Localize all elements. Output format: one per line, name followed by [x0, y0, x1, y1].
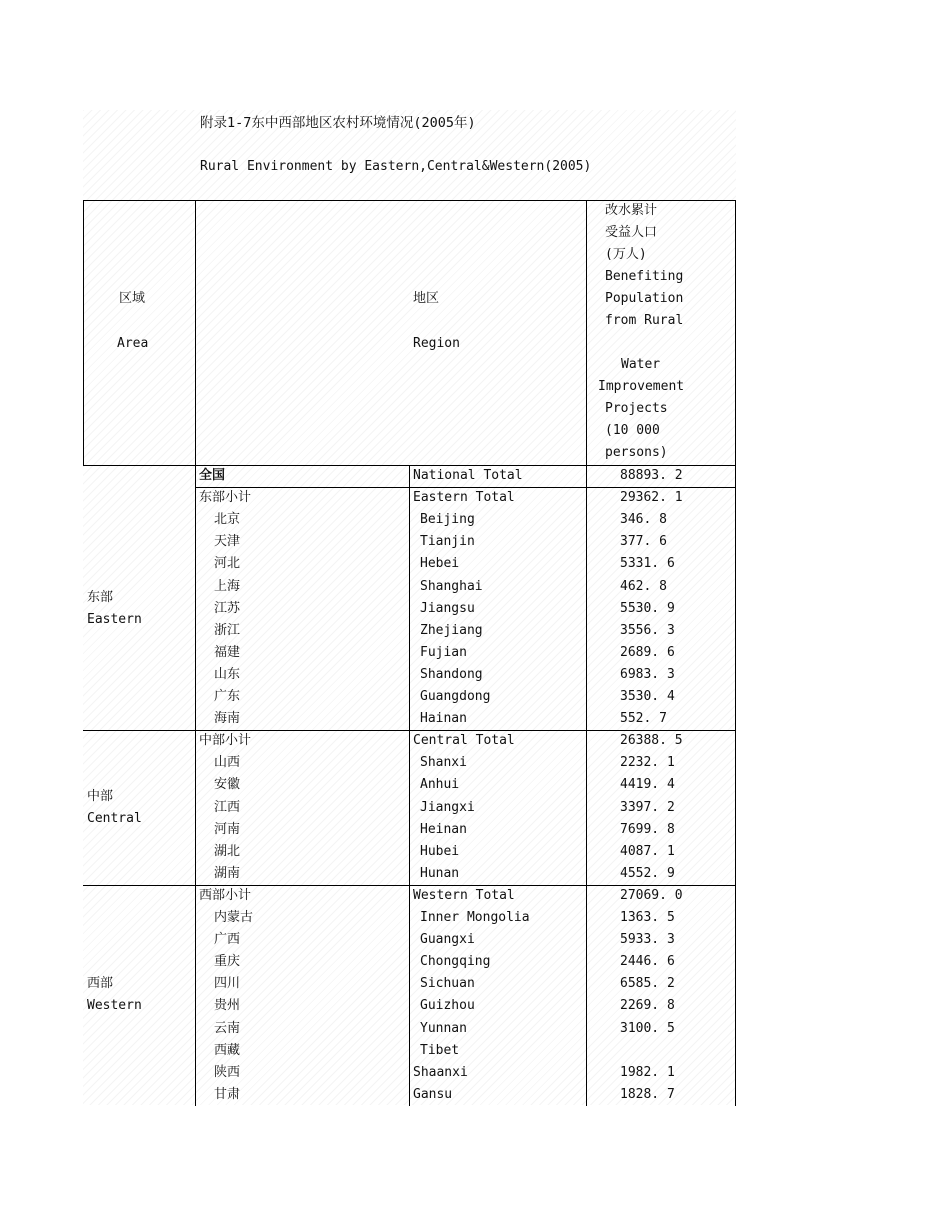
region-value: 1363. 5	[620, 910, 675, 925]
region-value: 3397. 2	[620, 799, 675, 815]
region-name-en: Guangxi	[420, 932, 475, 948]
subtotal-label-en: Central Total	[413, 733, 515, 749]
region-value: 6585. 2	[620, 976, 675, 992]
region-name-cn: 山东	[214, 666, 241, 682]
value-column-border	[586, 200, 587, 1106]
area-label-cn: 东部	[87, 589, 114, 605]
region-name-en: Yunnan	[420, 1020, 467, 1036]
right-border	[735, 200, 736, 1106]
region-value: 6983. 3	[620, 666, 675, 682]
national-label-en: National Total	[413, 468, 523, 483]
region-name-cn: 重庆	[214, 954, 241, 970]
area-column-border	[195, 200, 196, 1106]
region-value: 3556. 3	[620, 622, 675, 638]
region-value: 3100. 5	[620, 1020, 675, 1036]
title-english: Rural Environment by Eastern,Central&Western(2005)	[200, 159, 592, 174]
area-label-en: Western	[87, 998, 142, 1014]
region-value: 462. 8	[620, 578, 667, 594]
header-value-line: Population	[605, 291, 684, 306]
region-name-cn: 江苏	[214, 600, 241, 616]
region-name-en: Tianjin	[420, 534, 475, 550]
header-value-line: (万人)	[605, 247, 647, 262]
region-value: 5530. 9	[620, 600, 675, 616]
region-name-en: Shanxi	[420, 755, 467, 771]
region-name-cn: 四川	[214, 976, 241, 992]
region-name-cn: 江西	[214, 799, 241, 815]
header-value-line: persons)	[605, 445, 668, 460]
area-label-en: Eastern	[87, 611, 142, 627]
header-value-line: 受益人口	[605, 225, 658, 240]
header-value-line: (10 000	[605, 423, 660, 438]
region-name-en: Hubei	[420, 843, 460, 859]
header-value-line: 改水累计	[605, 203, 658, 218]
region-name-en: Hunan	[420, 865, 460, 881]
region-value: 5933. 3	[620, 932, 675, 948]
subtotal-label-cn: 西部小计	[199, 887, 252, 903]
national-label-cn: 全国	[199, 468, 226, 483]
region-name-en: Anhui	[420, 777, 460, 793]
region-name-cn: 陕西	[214, 1064, 241, 1080]
region-name-cn: 广东	[214, 689, 241, 704]
region-value: 3530. 4	[620, 689, 675, 704]
header-value-line: Projects	[605, 401, 668, 416]
region-name-cn: 湖南	[214, 865, 241, 881]
region-name-en: Shanghai	[420, 578, 483, 594]
region-name-cn: 内蒙古	[214, 910, 254, 925]
national-value: 88893. 2	[620, 468, 683, 483]
region-name-en: Fujian	[420, 644, 467, 660]
subtotal-label-cn: 东部小计	[199, 490, 252, 506]
region-value: 5331. 6	[620, 556, 675, 572]
header-region-en: Region	[413, 336, 460, 351]
region-value: 4419. 4	[620, 777, 675, 793]
subtotal-label-en: Eastern Total	[413, 490, 515, 506]
header-area-en: Area	[117, 336, 149, 351]
group-separator	[83, 730, 736, 731]
region-name-cn: 甘肃	[214, 1086, 241, 1102]
region-name-en: Chongqing	[420, 954, 491, 970]
region-value: 4552. 9	[620, 865, 675, 881]
region-value: 1982. 1	[620, 1064, 675, 1080]
region-value: 2232. 1	[620, 755, 675, 771]
header-value-line: Water	[621, 357, 661, 372]
region-name-en: Gansu	[413, 1086, 453, 1102]
region-name-en: Inner Mongolia	[420, 910, 530, 925]
region-name-cn: 北京	[214, 512, 241, 528]
subtotal-label-cn: 中部小计	[199, 733, 252, 749]
region-name-en: Tibet	[420, 1042, 460, 1058]
region-name-en: Heinan	[420, 821, 467, 837]
national-row-border	[195, 487, 736, 488]
region-value: 1828. 7	[620, 1086, 675, 1102]
region-name-cn: 山西	[214, 755, 241, 771]
region-name-cn: 河南	[214, 821, 241, 837]
region-name-en: Beijing	[420, 512, 475, 528]
region-value: 377. 6	[620, 534, 667, 550]
group-separator	[83, 885, 736, 886]
region-name-en: Hebei	[420, 556, 460, 572]
title-chinese: 附录1-7东中西部地区农村环境情况(2005年)	[200, 115, 476, 131]
region-name-cn: 浙江	[214, 622, 241, 638]
region-name-cn: 贵州	[214, 998, 241, 1014]
region-value: 4087. 1	[620, 843, 675, 859]
region-name-en: Jiangxi	[420, 799, 475, 815]
area-label-en: Central	[87, 810, 142, 826]
header-value-line: Benefiting	[605, 269, 684, 284]
header-area-cn: 区域	[119, 291, 146, 306]
region-name-cn: 河北	[214, 556, 241, 572]
subtotal-label-en: Western Total	[413, 887, 515, 903]
region-value: 346. 8	[620, 512, 667, 528]
region-value: 2446. 6	[620, 954, 675, 970]
region-value: 2689. 6	[620, 644, 675, 660]
header-left-border	[83, 200, 84, 465]
subtotal-value: 26388. 5	[620, 733, 683, 749]
subtotal-value: 27069. 0	[620, 887, 683, 903]
region-value: 552. 7	[620, 711, 667, 727]
region-name-en: Sichuan	[420, 976, 475, 992]
header-region-cn: 地区	[413, 291, 440, 306]
subtotal-value: 29362. 1	[620, 490, 683, 506]
region-name-cn: 湖北	[214, 843, 241, 859]
region-name-cn: 海南	[214, 711, 241, 727]
region-name-en: Jiangsu	[420, 600, 475, 616]
region-name-cn: 安徽	[214, 777, 241, 793]
area-label-cn: 中部	[87, 788, 114, 804]
region-name-en: Shandong	[420, 666, 483, 682]
region-column-border	[409, 465, 410, 1106]
area-label-cn: 西部	[87, 976, 114, 992]
region-name-cn: 广西	[214, 932, 241, 948]
header-value-line: Improvement	[598, 379, 685, 394]
region-name-cn: 云南	[214, 1020, 241, 1036]
region-name-en: Guangdong	[420, 689, 491, 704]
header-value-line: from Rural	[605, 313, 684, 328]
region-name-en: Guizhou	[420, 998, 475, 1014]
region-name-en: Hainan	[420, 711, 467, 727]
region-name-cn: 西藏	[214, 1042, 241, 1058]
region-name-en: Zhejiang	[420, 622, 483, 638]
region-name-cn: 天津	[214, 534, 241, 550]
region-name-en: Shaanxi	[413, 1064, 468, 1080]
header-top-border	[83, 200, 736, 201]
region-name-cn: 福建	[214, 644, 241, 660]
region-value: 2269. 8	[620, 998, 675, 1014]
region-value: 7699. 8	[620, 821, 675, 837]
region-name-cn: 上海	[214, 578, 241, 594]
